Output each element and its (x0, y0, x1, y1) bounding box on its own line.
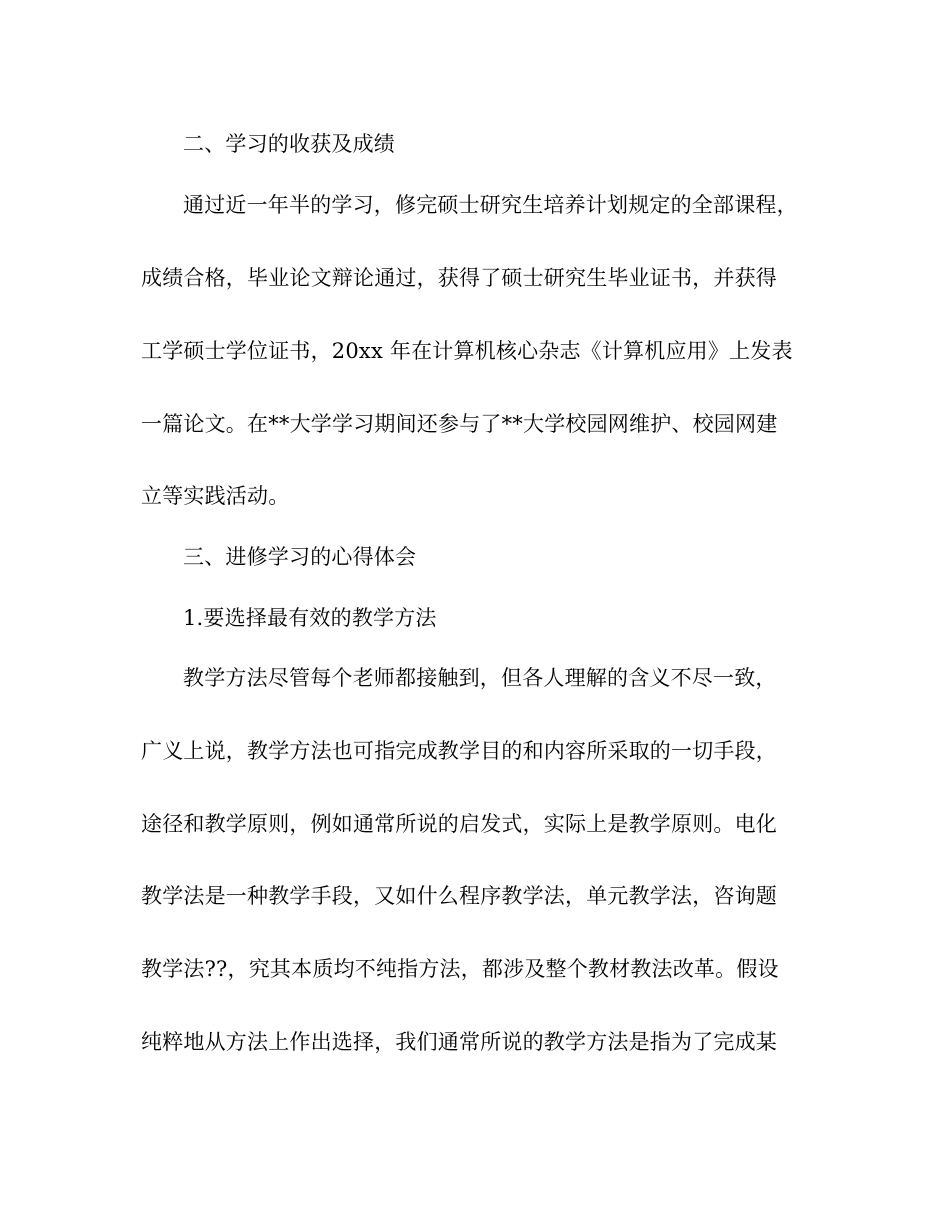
paragraph-line: 成绩合格，毕业论文辩论通过，获得了硕士研究生毕业证书，并获得 (141, 266, 777, 290)
paragraph-line: 途径和教学原则，例如通常所说的启发式，实际上是教学原则。电化 (141, 812, 777, 836)
paragraph-line: 一篇论文。在**大学学习期间还参与了**大学校园网维护、校园网建 (141, 412, 778, 436)
paragraph-line: 教学方法尽管每个老师都接触到，但各人理解的含义不尽一致， (183, 666, 777, 690)
paragraph-line: 工学硕士学位证书，20xx 年在计算机核心杂志《计算机应用》上发表 (141, 339, 793, 363)
paragraph-line: 广义上说，教学方法也可指完成教学目的和内容所采取的一切手段， (141, 739, 777, 763)
section-heading-3: 三、进修学习的心得体会 (183, 545, 417, 569)
paragraph-line: 教学法??，究其本质均不纯指方法，都涉及整个教材教法改革。假设 (141, 957, 779, 981)
section-heading-2: 二、学习的收获及成绩 (183, 132, 395, 156)
paragraph-line: 立等实践活动。 (141, 484, 290, 508)
paragraph-line: 纯粹地从方法上作出选择，我们通常所说的教学方法是指为了完成某 (141, 1030, 777, 1054)
paragraph-line: 通过近一年半的学习，修完硕士研究生培养计划规定的全部课程， (183, 193, 798, 217)
paragraph-line: 教学法是一种教学手段，又如什么程序教学法，单元教学法，咨询题 (141, 884, 777, 908)
subsection-heading: 1.要选择最有效的教学方法 (183, 606, 437, 630)
